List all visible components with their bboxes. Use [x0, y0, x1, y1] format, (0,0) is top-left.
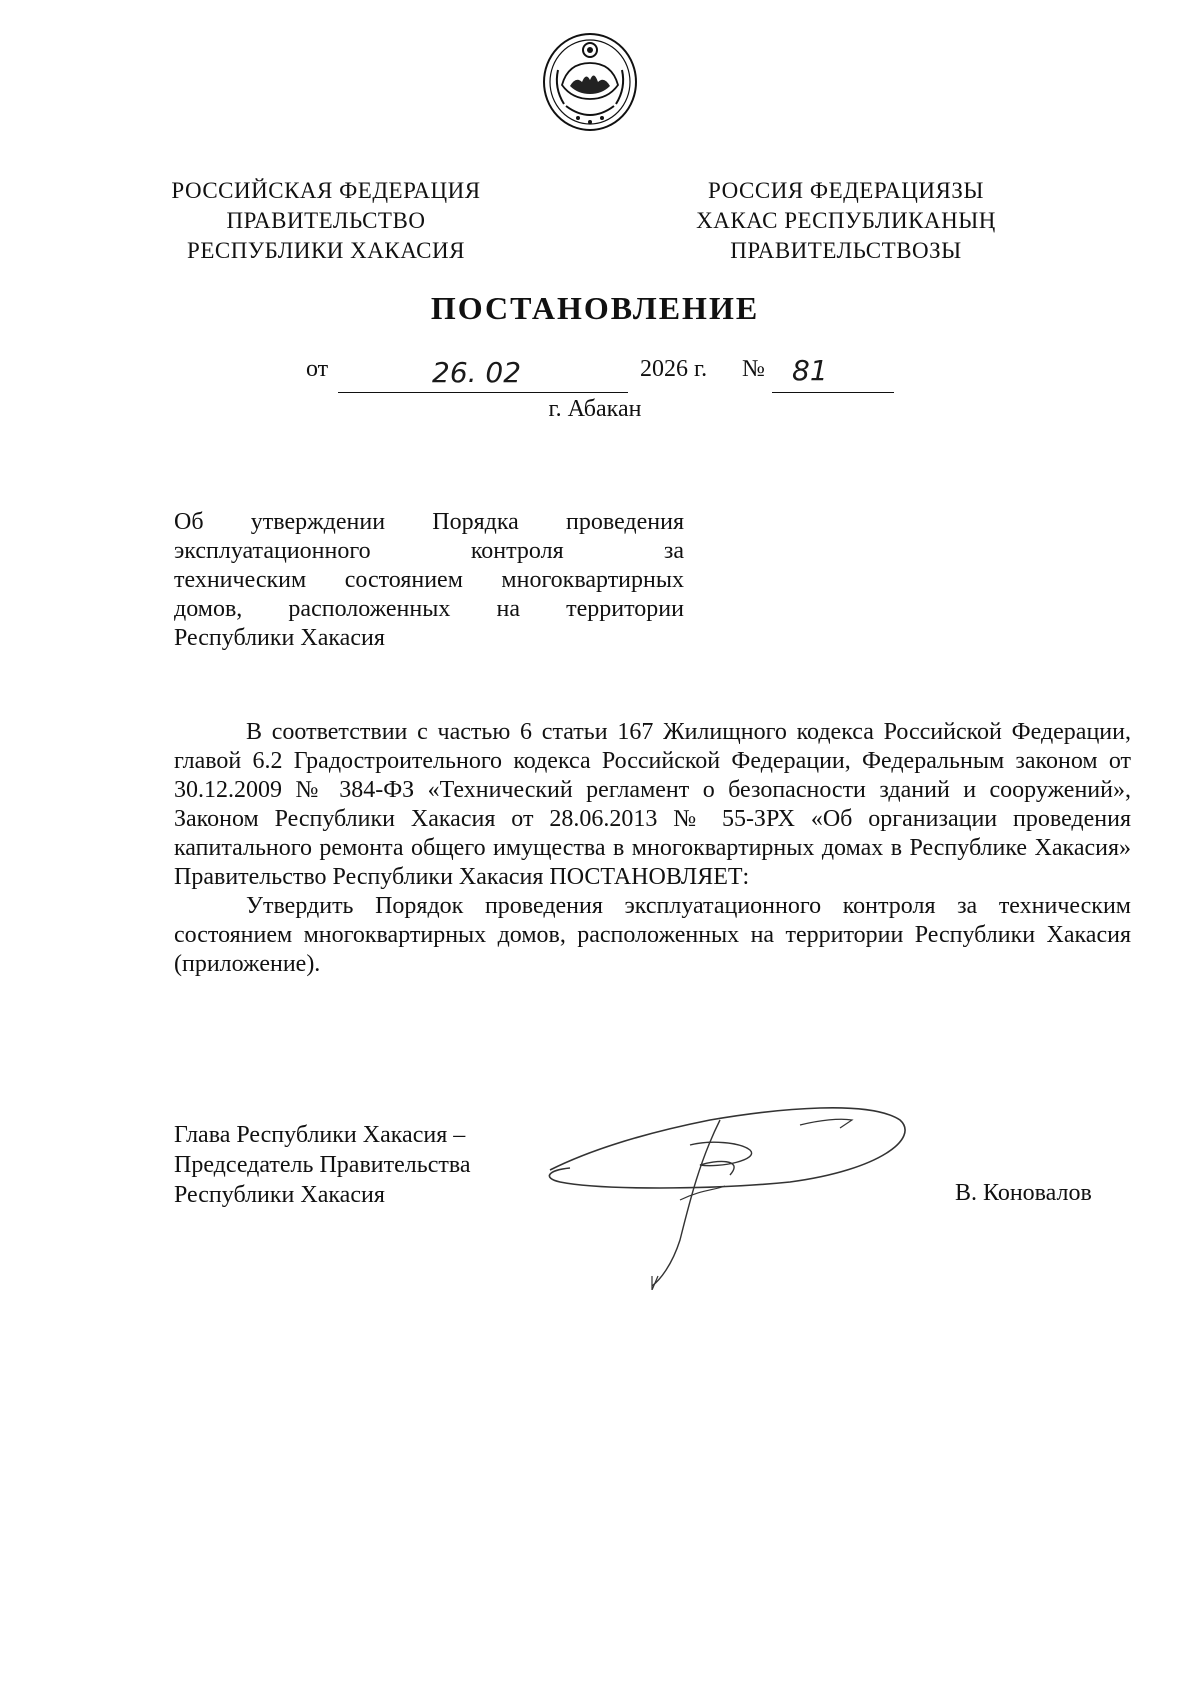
coat-of-arms-icon: [540, 30, 640, 135]
subject-line: домов, расположенных на территории: [174, 596, 684, 622]
year-label: 2026 г.: [640, 356, 708, 382]
signatory-position-line: Глава Республики Хакасия –: [174, 1122, 466, 1148]
header-russian: [116, 176, 536, 266]
header-right-line: ХАКАС РЕСПУБЛИКАНЫҢ: [696, 208, 996, 233]
signatory-position-line: Республики Хакасия: [174, 1182, 385, 1208]
date-field: [338, 356, 628, 393]
number-handwritten: 81: [792, 354, 828, 387]
header-khakas: [636, 176, 1056, 266]
document-subject: [174, 508, 684, 653]
subject-line: техническим состоянием многоквартирных: [174, 567, 684, 593]
header-left-line: РОССИЙСКАЯ ФЕДЕРАЦИЯ: [171, 178, 481, 203]
header-left-line: ПРАВИТЕЛЬСТВО: [226, 208, 426, 233]
date-handwritten: 26. 02: [432, 356, 522, 389]
number-field: [772, 354, 894, 393]
subject-line: Об утверждении Порядка проведения: [174, 509, 684, 535]
body-paragraph: Утвердить Порядок проведения эксплуатационного контроля за техническим состоянием многоквартирных домов, расположенных на территории Республики Хакасия (приложение).: [174, 893, 1131, 977]
header-right-line: ПРАВИТЕЛЬСТВОЗЫ: [730, 238, 962, 263]
signatory-position: [174, 1120, 534, 1210]
body-paragraph: В соответствии с частью 6 статьи 167 Жилищного кодекса Российской Федерации, главой 6.2 Градостроительного кодекса Российской Федерации, Федеральным законом от 30.12.2009 № 384-ФЗ «Технический регламент о безопасности зданий и сооружений», Законом Республики Хакасия от 28.06.2013 № 55-ЗРХ «Об организации проведения капитального ремонта общего имущества в многоквартирных домах в Республике Хакасия» Правительство Республики Хакасия ПОСТАНОВЛЯЕТ:: [174, 719, 1131, 890]
header-right-line: РОССИЯ ФЕДЕРАЦИЯЗЫ: [708, 178, 984, 203]
city-label: г. Абакан: [548, 396, 642, 422]
date-prefix: от: [306, 356, 329, 382]
subject-line: эксплуатационного контроля за: [174, 538, 684, 564]
document-body: [174, 718, 1131, 979]
signatory-position-line: Председатель Правительства: [174, 1152, 471, 1178]
handwritten-signature: [540, 1090, 920, 1290]
header-left-line: РЕСПУБЛИКИ ХАКАСИЯ: [187, 238, 465, 263]
number-prefix: №: [742, 356, 765, 382]
signatory-name: В. Коновалов: [955, 1180, 1092, 1206]
document-title: ПОСТАНОВЛЕНИЕ: [430, 290, 760, 326]
subject-line: Республики Хакасия: [174, 625, 385, 651]
